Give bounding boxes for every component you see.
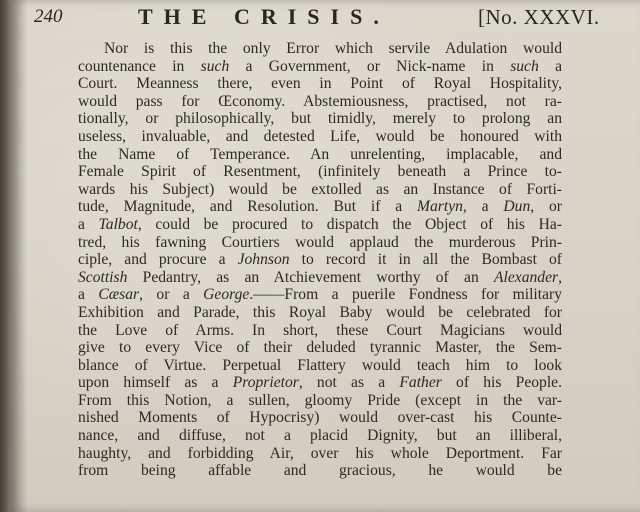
issue-number: [No. XXXVI. bbox=[478, 5, 600, 29]
text-run: , could be procured to dispatch the Object of his Ha- bbox=[137, 215, 562, 233]
text-run: , or a bbox=[139, 286, 204, 304]
italic-text-run: Johnson bbox=[237, 251, 290, 269]
text-run: , not as a bbox=[298, 374, 400, 392]
text-line bbox=[78, 445, 562, 463]
text-run: nance, and diffuse, not a placid Dignity, but an illiberal, bbox=[78, 427, 562, 445]
text-run: a bbox=[78, 215, 99, 233]
text-run: Pedantry, as an Atchievement worthy of an bbox=[127, 268, 494, 286]
text-run: , or bbox=[530, 198, 562, 216]
italic-text-run: George bbox=[203, 286, 250, 304]
text-run: countenance in bbox=[78, 57, 201, 75]
text-run: , bbox=[558, 268, 562, 286]
text-line bbox=[78, 216, 562, 234]
text-line bbox=[78, 58, 562, 76]
text-run: a bbox=[78, 286, 99, 304]
text-run: to record it in all the Bombast of bbox=[289, 251, 562, 269]
text-run: tude, Magnitude, and Resolution. But if a bbox=[78, 198, 417, 216]
text-run: wards his Subject) would be extolled as an Instance of Forti- bbox=[78, 180, 562, 198]
text-run: would pass for Œconomy. Abstemiousness, practised, not ra- bbox=[78, 92, 562, 110]
italic-text-run: Scottish bbox=[78, 268, 128, 286]
text-line bbox=[78, 93, 562, 111]
text-line bbox=[78, 339, 562, 357]
text-line bbox=[78, 357, 562, 375]
article-body bbox=[78, 40, 562, 480]
text-line bbox=[78, 128, 562, 146]
text-run: from being affable and gracious, he would be bbox=[78, 462, 562, 480]
page-header bbox=[34, 4, 640, 30]
text-run: From this Notion, a sullen, gloomy Pride (except in the var- bbox=[78, 391, 562, 409]
text-line bbox=[78, 374, 562, 392]
text-line bbox=[78, 110, 562, 128]
text-line bbox=[78, 198, 562, 216]
italic-text-run: such bbox=[510, 57, 539, 75]
text-line bbox=[78, 146, 562, 164]
page-number: 240 bbox=[34, 6, 63, 27]
italic-text-run: such bbox=[200, 57, 230, 75]
text-line bbox=[78, 427, 562, 445]
running-title: THE CRISIS. bbox=[138, 4, 390, 29]
italic-text-run: Proprietor bbox=[232, 374, 299, 392]
italic-text-run: Cæsar bbox=[98, 286, 140, 304]
text-run: , a bbox=[462, 198, 504, 216]
text-line bbox=[78, 234, 562, 252]
text-run: the Name of Temperance. An unrelenting, implacable, and bbox=[78, 145, 562, 163]
text-run: Exhibition and Parade, this Royal Baby would be celebrated for bbox=[78, 303, 562, 321]
text-run: a bbox=[538, 57, 562, 75]
italic-text-run: Dun bbox=[503, 198, 531, 216]
text-run: tionally, or philosophically, but timidly, merely to prolong an bbox=[78, 110, 562, 128]
text-run: give to every Vice of their deluded tyrannic Master, the Sem- bbox=[78, 339, 562, 357]
text-run: the Love of Arms. In short, these Court Magicians would bbox=[78, 321, 562, 339]
text-run: a Government, or Nick-name in bbox=[229, 57, 511, 75]
text-run: blance of Virtue. Perpetual Flattery would teach him to look bbox=[78, 356, 562, 374]
text-line bbox=[78, 392, 562, 410]
text-line bbox=[78, 163, 562, 181]
italic-text-run: Talbot bbox=[98, 215, 138, 233]
text-line bbox=[78, 269, 562, 287]
text-line bbox=[78, 304, 562, 322]
text-line bbox=[78, 322, 562, 340]
text-run: ciple, and procure a bbox=[78, 251, 238, 269]
text-line bbox=[78, 181, 562, 199]
text-run: nished Moments of Hypocrisy) would over-cast his Counte- bbox=[78, 409, 562, 427]
text-run: Nor is this the only Error which servile Adulation would bbox=[104, 40, 562, 57]
text-run: upon himself as a bbox=[78, 374, 233, 392]
text-run: of his People. bbox=[441, 374, 562, 392]
text-run: .——From a puerile Fondness for military bbox=[249, 286, 562, 304]
italic-text-run: Alexander bbox=[494, 268, 559, 286]
italic-text-run: Martyn bbox=[417, 198, 463, 216]
text-run: Female Spirit of Resentment, (infinitely beneath a Prince to- bbox=[78, 163, 562, 181]
text-line bbox=[78, 75, 562, 93]
text-line bbox=[78, 462, 562, 480]
text-line bbox=[78, 286, 562, 304]
page-sheet bbox=[10, 0, 640, 512]
text-line bbox=[78, 251, 562, 269]
text-line bbox=[78, 40, 562, 58]
text-run: useless, invaluable, and detested Life, would be honoured with bbox=[78, 127, 562, 145]
text-run: Court. Meanness there, even in Point of Royal Hospitality, bbox=[78, 75, 562, 93]
italic-text-run: Father bbox=[399, 374, 442, 392]
text-line bbox=[78, 409, 562, 427]
text-run: tred, his fawning Courtiers would applaud the murderous Prin- bbox=[78, 233, 562, 251]
text-run: haughty, and forbidding Air, over his whole Deportment. Far bbox=[78, 444, 562, 462]
